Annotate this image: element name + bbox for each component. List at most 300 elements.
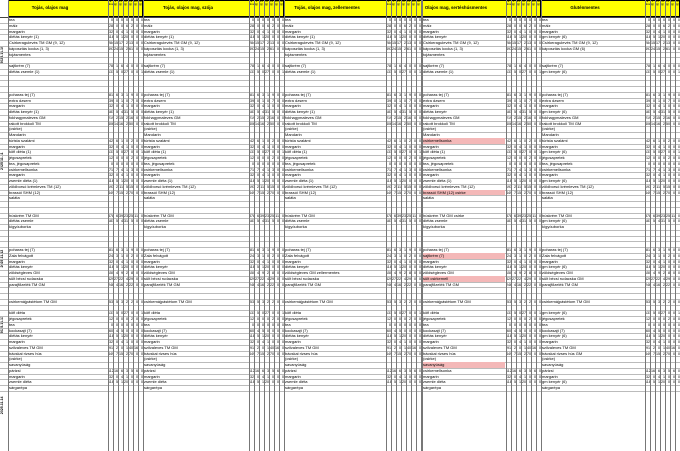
food-item: zsemle diéta bbox=[285, 379, 308, 385]
nutrient-value: 0 bbox=[141, 334, 143, 339]
nutrient-value: 0 bbox=[141, 271, 143, 275]
nutrient-value: 0 bbox=[534, 41, 536, 45]
nutrient-value: 12 bbox=[507, 156, 511, 160]
nutrient-value: 0 bbox=[419, 98, 421, 103]
nutrient-value: 81 bbox=[646, 92, 650, 97]
nutrient-value: 0 bbox=[534, 190, 536, 195]
nutrient-value: 4 bbox=[519, 144, 521, 149]
food-item: margarin bbox=[423, 373, 439, 379]
nutrient-value: 0 bbox=[126, 161, 128, 166]
food-item: extra dzsem bbox=[285, 97, 307, 103]
nutrient-value: 61 bbox=[129, 46, 133, 51]
food-item: Mandarin bbox=[423, 132, 440, 137]
food-item: margarin bbox=[9, 373, 25, 379]
food-item: zsemle diéta (1) bbox=[285, 178, 314, 183]
nutrient-value: 2 bbox=[514, 115, 516, 120]
nutrient-value: 5 bbox=[257, 69, 259, 74]
nutrient-value: 6 bbox=[658, 368, 660, 373]
nutrient-value: 6 bbox=[257, 92, 259, 97]
nutrient-value: 0 bbox=[409, 144, 411, 149]
nutrient-value: 4 bbox=[262, 29, 264, 34]
food-item: káposztás kocka (1, 3) bbox=[9, 45, 50, 51]
food-item: margarin bbox=[423, 339, 439, 344]
nutrient-value: 0 bbox=[678, 92, 680, 97]
nutrient-value: 1 bbox=[663, 248, 665, 252]
food-item: tea bbox=[9, 321, 15, 327]
nutrient-value: 0 bbox=[419, 317, 421, 321]
food-item: káposztás kocka (1, 3) bbox=[423, 45, 464, 51]
food-item: fokhagymaleves GM bbox=[285, 114, 322, 120]
nutrient-value: 0 bbox=[282, 271, 284, 275]
nutrient-header: Sót (g) bbox=[411, 0, 416, 6]
nutrient-value: 4 bbox=[519, 173, 521, 178]
nutrient-value: 246 bbox=[249, 282, 255, 287]
nutrient-value: 0 bbox=[282, 156, 284, 160]
nutrient-value: 71 bbox=[387, 167, 391, 172]
nutrient-value: 32 bbox=[507, 374, 511, 379]
nutrient-value: 0 bbox=[409, 311, 411, 316]
food-item: csirkemellsonka bbox=[423, 166, 452, 172]
nutrient-value: 81 bbox=[387, 92, 391, 97]
nutrient-value: 112 bbox=[386, 368, 392, 373]
nutrient-value: 2 bbox=[663, 271, 665, 275]
nutrient-value: 0 bbox=[131, 144, 133, 149]
nutrient-value: 39 bbox=[260, 213, 264, 218]
food-item: kígyóuborka bbox=[144, 224, 166, 229]
nutrient-value: 0 bbox=[529, 35, 531, 40]
nutrient-value: 0 bbox=[262, 150, 264, 155]
nutrient-value: 0 bbox=[282, 29, 284, 34]
nutrient-value: 0 bbox=[257, 322, 259, 327]
nutrient-value: 0 bbox=[121, 18, 123, 22]
nutrient-value: 7 bbox=[514, 190, 516, 195]
nutrient-value: 0 bbox=[678, 115, 680, 120]
nutrient-value: 0 bbox=[519, 161, 521, 166]
nutrient-value: 0 bbox=[534, 167, 536, 172]
nutrient-value: 0 bbox=[653, 322, 655, 327]
nutrient-value: 0 bbox=[136, 92, 138, 97]
nutrient-value: 246 bbox=[506, 282, 512, 287]
nutrient-value: 0 bbox=[136, 259, 138, 264]
nutrient-value: 81 bbox=[507, 92, 511, 97]
nutrient-value: 2 bbox=[272, 138, 274, 143]
food-item: húskrém TM GM bbox=[144, 212, 174, 218]
nutrient-value: 0 bbox=[529, 173, 531, 178]
nutrient-value: 2 bbox=[524, 41, 526, 45]
nutrient-value: 4 bbox=[399, 29, 401, 34]
food-item: jégcsapretek bbox=[144, 155, 167, 160]
nutrient-value: 0 bbox=[136, 317, 138, 321]
food-item: kockasajt (7) bbox=[285, 327, 308, 333]
food-item: poharas tej (7) bbox=[9, 91, 35, 97]
column-gridline bbox=[274, 0, 275, 451]
nutrient-value: 0 bbox=[257, 259, 259, 264]
nutrient-value: 0 bbox=[131, 374, 133, 379]
nutrient-value: 0 bbox=[534, 29, 536, 34]
nutrient-value: 0 bbox=[131, 173, 133, 178]
nutrient-value: 0 bbox=[277, 282, 279, 287]
nutrient-value: 4 bbox=[121, 104, 123, 109]
food-item: margarin bbox=[9, 172, 25, 178]
nutrient-value: 181 bbox=[506, 110, 512, 114]
nutrient-value: 15 bbox=[114, 41, 118, 45]
food-item: tojásmentes bbox=[285, 51, 307, 57]
nutrient-value: 0 bbox=[404, 156, 406, 160]
nutrient-value: 0 bbox=[539, 328, 541, 333]
nutrient-value: 31 bbox=[661, 110, 665, 114]
nutrient-value: 0 bbox=[534, 374, 536, 379]
nutrient-value: 0 bbox=[419, 104, 421, 109]
nutrient-value: 1 bbox=[121, 253, 123, 258]
food-item: (csirke) bbox=[144, 356, 158, 362]
nutrient-value: 0 bbox=[136, 248, 138, 252]
nutrient-value: 1 bbox=[262, 138, 264, 143]
nutrient-value: 4 bbox=[267, 276, 269, 281]
nutrient-value: 9 bbox=[529, 92, 531, 97]
food-item: jégcsapretek bbox=[144, 316, 167, 321]
nutrient-value: 6 bbox=[116, 138, 118, 143]
nutrient-value: 1 bbox=[262, 98, 264, 103]
nutrient-value: 15 bbox=[666, 184, 670, 189]
nutrient-value: 32 bbox=[109, 259, 113, 264]
food-item: margarin bbox=[285, 103, 301, 109]
nutrient-value: 22 bbox=[270, 282, 274, 287]
nutrient-value: 5 bbox=[653, 35, 655, 40]
nutrient-value: 1 bbox=[404, 167, 406, 172]
nutrient-value: 0 bbox=[419, 46, 421, 51]
food-item: margarin bbox=[423, 143, 439, 149]
nutrient-value: 449 bbox=[645, 351, 651, 356]
nutrient-value: 0 bbox=[653, 156, 655, 160]
nutrient-value: 4 bbox=[257, 328, 259, 333]
food-item: (csirke) bbox=[542, 356, 556, 362]
food-item: extra dzsem bbox=[144, 97, 166, 103]
nutrient-value: 0 bbox=[136, 311, 138, 316]
nutrient-value: 0 bbox=[514, 98, 516, 103]
food-item: (csirke) bbox=[285, 126, 299, 132]
nutrient-value: 4 bbox=[514, 271, 516, 275]
nutrient-value: 6 bbox=[673, 368, 675, 373]
food-item: saláta bbox=[9, 195, 20, 201]
nutrient-value: 81 bbox=[250, 248, 254, 252]
nutrient-value: 0 bbox=[534, 380, 536, 385]
nutrient-value: 0 bbox=[663, 161, 665, 166]
nutrient-value: 0 bbox=[673, 18, 675, 22]
nutrient-value: 0 bbox=[678, 322, 680, 327]
food-item: túrista szalámi bbox=[285, 137, 311, 143]
nutrient-value: 0 bbox=[419, 144, 421, 149]
nutrient-value: 118 bbox=[506, 35, 512, 40]
nutrient-value: 5 bbox=[529, 368, 531, 373]
nutrient-value: 2 bbox=[404, 46, 406, 51]
nutrient-value: 2 bbox=[668, 253, 670, 258]
food-item: (csirke) bbox=[285, 356, 299, 362]
nutrient-value: 6 bbox=[257, 213, 259, 218]
nutrient-value: 2 bbox=[131, 138, 133, 143]
nutrient-value: 39 bbox=[656, 213, 660, 218]
nutrient-value: 6 bbox=[414, 368, 416, 373]
nutrient-value: 70 bbox=[527, 190, 531, 195]
nutrient-value: 53 bbox=[250, 299, 254, 304]
nutrient-value: 7 bbox=[272, 98, 274, 103]
nutrient-value: 1 bbox=[524, 29, 526, 34]
nutrient-value: 0 bbox=[534, 219, 536, 224]
nutrient-value: 1 bbox=[141, 150, 143, 155]
food-item: diétás kenyér bbox=[423, 109, 447, 114]
nutrient-value: 0 bbox=[252, 322, 254, 327]
food-item: zöldségleves GM bbox=[423, 270, 454, 275]
nutrient-value: 0 bbox=[414, 271, 416, 275]
nutrient-value: 0 bbox=[277, 35, 279, 40]
nutrient-value: 0 bbox=[277, 271, 279, 275]
nutrient-value: 0 bbox=[404, 98, 406, 103]
nutrient-value: 0 bbox=[136, 41, 138, 45]
nutrient-value: 0 bbox=[136, 328, 138, 333]
nutrient-value: 1 bbox=[663, 104, 665, 109]
row-gridline bbox=[0, 293, 680, 294]
nutrient-value: 0 bbox=[277, 322, 279, 327]
nutrient-value: 0 bbox=[136, 138, 138, 143]
nutrient-value: 118 bbox=[386, 179, 392, 183]
nutrient-value: 6 bbox=[514, 138, 516, 143]
nutrient-value: 16 bbox=[532, 345, 536, 350]
nutrient-value: 0 bbox=[663, 138, 665, 143]
nutrient-value: 0 bbox=[141, 29, 143, 34]
nutrient-value: 2 bbox=[404, 271, 406, 275]
nutrient-value: 16 bbox=[512, 368, 516, 373]
nutrient-value: 0 bbox=[136, 299, 138, 304]
nutrient-value: 2 bbox=[663, 46, 665, 51]
nutrient-value: 0 bbox=[678, 345, 680, 350]
nutrient-value: 0 bbox=[262, 311, 264, 316]
nutrient-value: 0 bbox=[414, 322, 416, 327]
nutrient-value: 0 bbox=[514, 156, 516, 160]
nutrient-value: 7 bbox=[394, 167, 396, 172]
nutrient-value: 5 bbox=[668, 368, 670, 373]
nutrient-value: 0 bbox=[539, 248, 541, 252]
nutrient-value: 0 bbox=[534, 46, 536, 51]
food-item: poharas tej (7) bbox=[542, 91, 568, 97]
nutrient-value: 6 bbox=[394, 92, 396, 97]
nutrient-value: 1 bbox=[524, 167, 526, 172]
nutrient-value: 0 bbox=[257, 104, 259, 109]
nutrient-value: 219 bbox=[108, 115, 114, 120]
nutrient-value: 0 bbox=[653, 23, 655, 28]
nutrient-value: 0 bbox=[534, 173, 536, 178]
nutrient-value: 5 bbox=[653, 179, 655, 183]
nutrient-value: 2 bbox=[131, 317, 133, 321]
nutrient-value: 4 bbox=[519, 104, 521, 109]
nutrient-value: 13 bbox=[129, 41, 133, 45]
nutrient-value: 2 bbox=[126, 121, 128, 126]
food-item: zöldborsó krémleves TM (12) bbox=[144, 183, 196, 189]
nutrient-value: 0 bbox=[419, 340, 421, 344]
nutrient-header: Cu (g) bbox=[128, 0, 133, 6]
nutrient-value: 5 bbox=[116, 69, 118, 74]
nutrient-value: 378 bbox=[249, 213, 255, 218]
nutrient-value: 32 bbox=[646, 340, 650, 344]
column-gridline bbox=[143, 0, 144, 451]
nutrient-header: F (g) bbox=[254, 0, 259, 6]
nutrient-value: 0 bbox=[141, 265, 143, 270]
food-item: margarin bbox=[9, 339, 25, 344]
nutrient-value: 0 bbox=[678, 328, 680, 333]
nutrient-value: 0 bbox=[414, 334, 416, 339]
nutrient-value: 0 bbox=[514, 104, 516, 109]
nutrient-value: 0 bbox=[653, 317, 655, 321]
nutrient-value: 0 bbox=[673, 138, 675, 143]
nutrient-value: 0 bbox=[272, 265, 274, 270]
nutrient-value: 0 bbox=[673, 282, 675, 287]
nutrient-value: 23 bbox=[402, 213, 406, 218]
nutrient-value: 6 bbox=[394, 213, 396, 218]
nutrient-value: 42 bbox=[507, 138, 511, 143]
nutrient-value: 5 bbox=[131, 110, 133, 114]
food-item: málz bbox=[285, 22, 294, 28]
nutrient-value: 31 bbox=[522, 110, 526, 114]
nutrient-value: 1 bbox=[519, 253, 521, 258]
food-item: sárgarépa bbox=[542, 385, 561, 390]
nutrient-value: 0 bbox=[136, 322, 138, 327]
nutrient-value: 3 bbox=[394, 253, 396, 258]
nutrient-value: 0 bbox=[668, 259, 670, 264]
nutrient-value: 0 bbox=[673, 144, 675, 149]
food-item: gm kenyér (6) bbox=[542, 310, 567, 316]
nutrient-value: 0 bbox=[141, 190, 143, 195]
nutrient-value: 0 bbox=[529, 144, 531, 149]
nutrient-value: 0 bbox=[272, 104, 274, 109]
nutrient-value: 0 bbox=[257, 144, 259, 149]
nutrient-value: 0 bbox=[277, 380, 279, 385]
nutrient-value: 0 bbox=[136, 110, 138, 114]
nutrient-value: 0 bbox=[539, 219, 541, 224]
nutrient-value: 0 bbox=[136, 121, 138, 126]
food-item: jégcsapretek bbox=[423, 316, 446, 321]
food-item: savanyúság bbox=[285, 362, 307, 367]
nutrient-value: 13 bbox=[270, 41, 274, 45]
food-item: köfi diéta (1) bbox=[144, 149, 167, 155]
nutrient-value: 22 bbox=[517, 276, 521, 281]
nutrient-value: 0 bbox=[277, 253, 279, 258]
nutrient-value: 0 bbox=[668, 144, 670, 149]
nutrient-value: 284 bbox=[506, 41, 512, 45]
nutrient-value: 1 bbox=[126, 374, 128, 379]
nutrient-value: 32 bbox=[646, 374, 650, 379]
nutrient-value: 81 bbox=[646, 248, 650, 252]
nutrient-value: 0 bbox=[678, 23, 680, 28]
food-item: margarin bbox=[144, 373, 160, 379]
nutrient-value: 6 bbox=[653, 213, 655, 218]
nutrient-value: 6 bbox=[116, 92, 118, 97]
nutrient-value: 7 bbox=[529, 98, 531, 103]
nutrient-value: 449 bbox=[645, 190, 651, 195]
nutrient-value: 2 bbox=[514, 345, 516, 350]
food-item: diétás zsemle (1) bbox=[9, 68, 40, 74]
nutrient-value: 1 bbox=[267, 29, 269, 34]
nutrient-value: 0 bbox=[534, 282, 536, 287]
nutrient-value: 0 bbox=[414, 380, 416, 385]
nutrient-value: 0 bbox=[131, 311, 133, 316]
nutrient-value: 0 bbox=[414, 23, 416, 28]
nutrient-value: 2 bbox=[663, 121, 665, 126]
nutrient-value: 378 bbox=[506, 213, 512, 218]
nutrient-value: 0 bbox=[414, 328, 416, 333]
nutrient-value: 1 bbox=[658, 138, 660, 143]
nutrient-value: 0 bbox=[111, 322, 113, 327]
nutrient-value: 0 bbox=[116, 23, 118, 28]
nutrient-value: 0 bbox=[419, 110, 421, 114]
food-item: Csirkeragulevés TM GM (9, 12) bbox=[542, 40, 598, 45]
nutrient-value: 2 bbox=[267, 41, 269, 45]
nutrient-value: 0 bbox=[272, 18, 274, 22]
nutrient-value: 0 bbox=[678, 98, 680, 103]
nutrient-value: 0 bbox=[136, 161, 138, 166]
nutrient-value: 3 bbox=[262, 92, 264, 97]
nutrient-value: 0 bbox=[529, 340, 531, 344]
nutrient-value: 0 bbox=[529, 104, 531, 109]
food-item: köfi diéta (1) bbox=[423, 149, 446, 155]
nutrient-value: 0 bbox=[272, 64, 274, 68]
nutrient-value: 6 bbox=[653, 92, 655, 97]
nutrient-value: 5 bbox=[394, 179, 396, 183]
nutrient-value: 17 bbox=[260, 41, 264, 45]
nutrient-value: 0 bbox=[262, 345, 264, 350]
column-gridline bbox=[108, 0, 109, 451]
food-item: poharas tej (7) bbox=[542, 247, 568, 252]
nutrient-value: 0 bbox=[136, 351, 138, 356]
column-gridline bbox=[249, 0, 250, 451]
nutrient-value: 6 bbox=[653, 138, 655, 143]
row-gridline bbox=[0, 207, 680, 208]
food-item: Csirkeragulevés TM GM (9, 12) bbox=[285, 40, 341, 45]
nutrient-value: 0 bbox=[394, 23, 396, 28]
nutrient-value: 0 bbox=[131, 150, 133, 155]
food-item: bácskai rizses hús bbox=[423, 350, 456, 356]
nutrient-value: 4 bbox=[262, 104, 264, 109]
nutrient-value: 0 bbox=[282, 282, 284, 287]
nutrient-value: 3 bbox=[399, 299, 401, 304]
nutrient-value: 5 bbox=[668, 110, 670, 114]
nutrient-value: 39 bbox=[387, 98, 391, 103]
nutrient-value: 5 bbox=[116, 219, 118, 224]
nutrient-value: 1 bbox=[519, 98, 521, 103]
food-item: saláta bbox=[423, 195, 434, 201]
nutrient-header: Cu (g) bbox=[269, 0, 274, 6]
nutrient-value: 5 bbox=[514, 299, 516, 304]
food-item: tea, jégcsapretek bbox=[423, 160, 454, 166]
nutrient-value: 4 bbox=[519, 29, 521, 34]
nutrient-value: 32 bbox=[387, 374, 391, 379]
nutrient-value: 6 bbox=[267, 23, 269, 28]
nutrient-value: 0 bbox=[141, 161, 143, 166]
nutrient-value: 2 bbox=[116, 345, 118, 350]
nutrient-value: 39 bbox=[250, 98, 254, 103]
nutrient-value: 0 bbox=[399, 345, 401, 350]
nutrient-value: 406 bbox=[386, 121, 392, 126]
nutrient-value: 2 bbox=[272, 317, 274, 321]
nutrient-value: 3 bbox=[399, 248, 401, 252]
nutrient-value: 2 bbox=[409, 156, 411, 160]
nutrient-value: 20 bbox=[402, 380, 406, 385]
column-gridline bbox=[411, 0, 412, 451]
nutrient-value: 0 bbox=[539, 184, 541, 189]
nutrient-value: 15 bbox=[651, 41, 655, 45]
nutrient-value: 0 bbox=[409, 334, 411, 339]
nutrient-value: 0 bbox=[678, 41, 680, 45]
nutrient-value: 5 bbox=[394, 334, 396, 339]
nutrient-value: 0 bbox=[277, 161, 279, 166]
nutrient-value: 0 bbox=[282, 351, 284, 356]
